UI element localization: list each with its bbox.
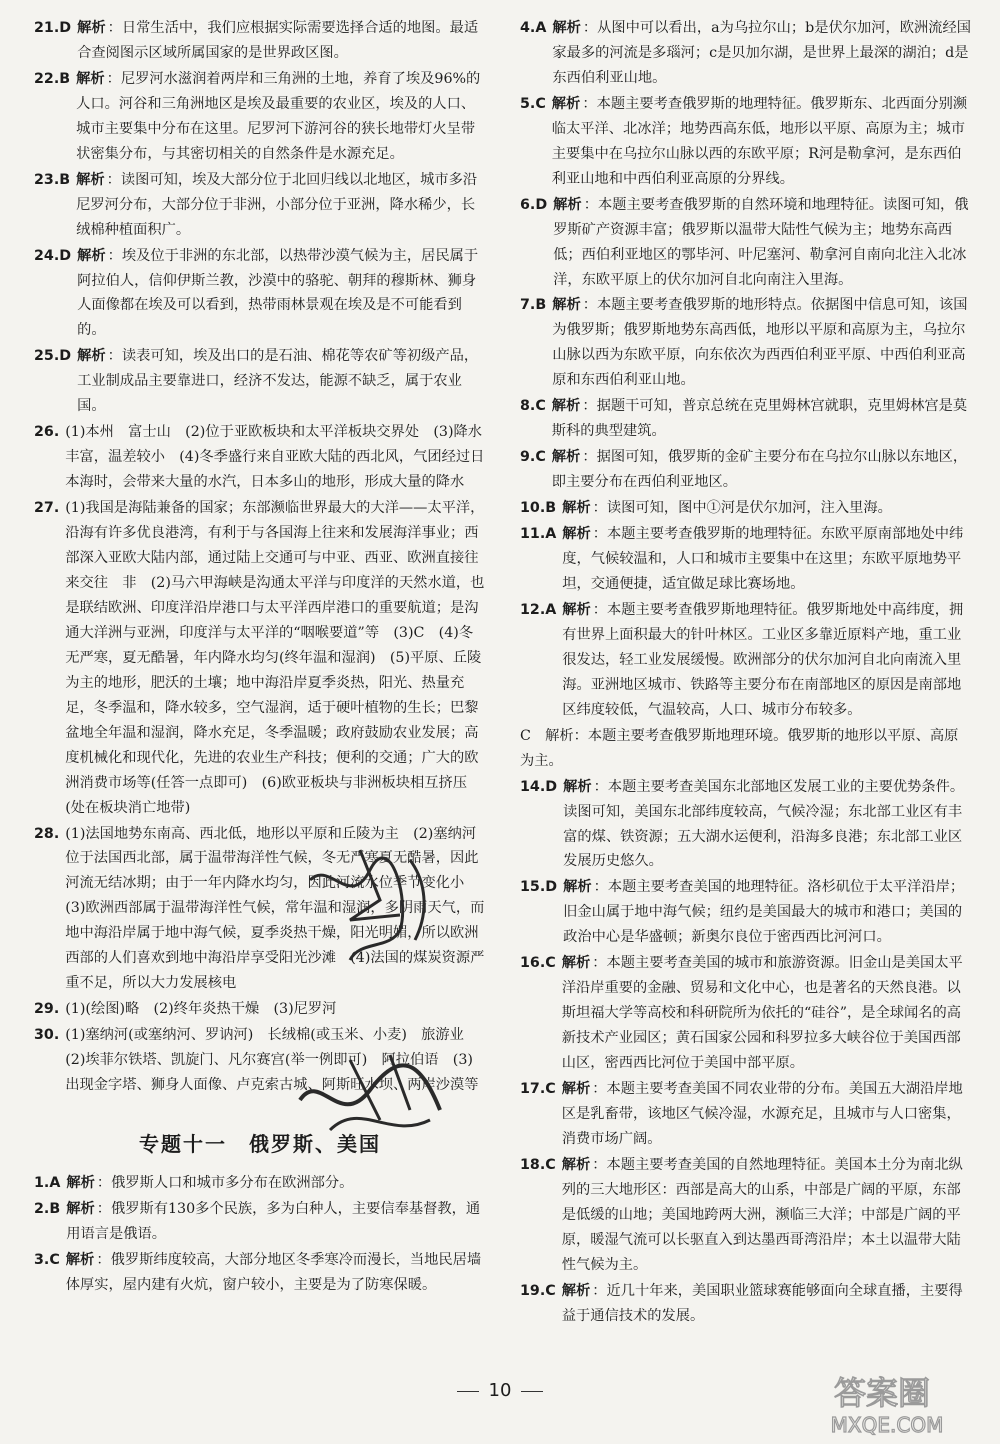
answer-number: 15.D (520, 879, 558, 896)
answer-text: ：本题主要考查俄罗斯的地理特征。俄罗斯东、北西面分别濒临太平洋、北冰洋；地势西高东低，地形以平原、高原为主；城市主要集中在乌拉尔山脉以西的东欧平原；R河是勒拿河，是东西伯利亚山地和中西伯利亚高原的分界线。 (551, 95, 968, 187)
answer-entry (520, 394, 972, 444)
answer-number: 9.C (520, 449, 546, 466)
answer-number: 16.C (520, 955, 556, 972)
answer-text: ：本题主要考查俄罗斯的自然环境和地理特征。读图可知，俄罗斯矿产资源丰富；俄罗斯以温带大陆性气候为主；地势东高西低；西伯利亚地区的鄂毕河、叶尼塞河、勒拿河自南向北注入北冰洋，东欧平原上的伏尔加河自北向南注入里海。 (553, 196, 969, 288)
answer-entry (34, 1248, 486, 1298)
answer-text: ：读图可知，图中①河是伏尔加河，注入里海。 (592, 500, 892, 517)
svg-text:答案圈: 答案圈 (833, 1374, 931, 1412)
answer-number: 7.B (520, 297, 547, 314)
answer-entry (34, 344, 486, 419)
analysis-label: 解析 (562, 500, 591, 517)
analysis-label: 解析 (65, 1251, 95, 1268)
answer-number: 18.C (520, 1156, 556, 1173)
analysis-label: 解析 (77, 247, 106, 264)
answer-number: 14.D (520, 778, 558, 795)
page-number: 10 (488, 1380, 512, 1401)
analysis-label: 解析 (561, 1282, 591, 1299)
answer-entry (34, 420, 486, 495)
answer-number: 26. (34, 424, 60, 441)
answer-text: ：据图可知，俄罗斯的金矿主要分布在乌拉尔山脉以东地区，即主要分布在西伯利亚地区。 (551, 449, 968, 491)
answer-number: 27. (34, 500, 60, 517)
answer-entry (520, 951, 972, 1076)
analysis-label: 解析 (66, 1200, 95, 1217)
answer-text: ：本题主要考查俄罗斯的地理特征。东欧平原南部地处中纬度，气候较温和，人口和城市主要集中在这里；东欧平原地势平坦，交通便捷，适宜做足球比赛场地。 (562, 526, 964, 592)
right-column (520, 16, 972, 1330)
answer-text: ：本题主要考查美国的地理特征。洛杉矶位于太平洋沿岸；旧金山属于地中海气候；纽约是美国最大的城市和港口；美国的政治中心是华盛顿；新奥尔良位于密西西比河河口。 (563, 879, 965, 946)
analysis-label: 解析 (563, 778, 592, 795)
answer-entry (34, 168, 486, 243)
answer-text: ：俄罗斯人口和城市多分布在欧洲部分。 (96, 1174, 354, 1191)
answer-entry (34, 997, 486, 1022)
handwritten-scribble-upper (290, 840, 460, 980)
answer-text: ：尼罗河水滋润着两岸和三角洲的土地，养育了埃及96%的人口。河谷和三角洲地区是埃及最重要的农业区，埃及的人口、城市主要集中分布在这里。尼罗河下游河谷的狭长地带灯火呈带状密集分布，与其密切相关的自然条件是水源充足。 (76, 70, 481, 162)
answer-number: 2.B (34, 1200, 61, 1217)
answer-text: C 解析：本题主要考查俄罗斯地理环境。俄罗斯的地形以平原、高原为主。 (520, 727, 959, 769)
analysis-label: 解析 (76, 171, 105, 188)
section-heading: 专题十一 俄罗斯、美国 (139, 1131, 381, 1156)
analysis-label: 解析 (552, 297, 581, 314)
answer-entry (520, 522, 972, 597)
answer-text: ：近几十年来，美国职业篮球赛能够面向全球直播，主要得益于通信技术的发展。 (561, 1282, 963, 1324)
answer-number: 4.A (520, 20, 547, 36)
answer-entry (520, 1077, 972, 1152)
analysis-label: 解析 (561, 955, 591, 972)
answer-entry (34, 1171, 486, 1196)
analysis-label: 解析 (77, 348, 106, 365)
analysis-label: 解析 (551, 398, 581, 415)
answer-entry (520, 16, 972, 91)
svg-text:MXQE.COM: MXQE.COM (830, 1413, 944, 1437)
answer-number: 19.C (520, 1282, 556, 1299)
answer-entry (34, 67, 486, 167)
answer-entry (520, 445, 972, 495)
watermark-logo (782, 1370, 992, 1440)
analysis-label: 解析 (551, 95, 581, 112)
answer-text: ：从图中可以看出，a为乌拉尔山；b是伏尔加河，欧洲流经国家最多的河流是多瑙河；c是贝加尔湖，是世界上最深的湖泊；d是东西伯利亚山地。 (552, 20, 971, 86)
answer-number: 23.B (34, 171, 71, 188)
analysis-label: 解析 (553, 196, 582, 213)
answer-entry (520, 1153, 972, 1278)
answer-entry (520, 293, 972, 393)
answer-text: ：本题主要考查美国的城市和旅游资源。旧金山是美国太平洋沿岸重要的金融、贸易和文化中心，也是著名的天然良港。以斯坦福大学等高校和科研院所为依托的“硅谷”，是全球闻名的高新技术产业园区；黄石国家公园和科罗拉多大峡谷位于美国西部山区，密西西比河位于美国中部平原。 (561, 955, 963, 1072)
answer-entry (34, 16, 486, 66)
analysis-label: 解析 (66, 1174, 95, 1191)
answer-text: ：本题主要考查美国的自然地理特征。美国本土分为南北纵列的三大地形区：西部是高大的山系，中部是广阔的平原，东部是低缓的山地；美国地跨两大洲，濒临三大洋；中部是广阔的平原，暖湿气流可以长驱直入到达墨西哥湾沿岸；本土以温带大陆性气候为主。 (561, 1156, 963, 1273)
analysis-label: 解析 (76, 70, 105, 87)
analysis-label: 解析 (552, 20, 581, 36)
answer-number: 28. (34, 825, 60, 842)
answer-entry (520, 92, 972, 192)
answer-number: 21.D (34, 20, 72, 36)
answer-text: (1)塞纳河(或塞纳河、罗讷河) 长绒棉(或玉米、小麦) 旅游业 (2)埃菲尔铁塔、凯旋门、凡尔赛宫(举一例即可) 阿拉伯语 (3)出现金字塔、狮身人面像、卢克索古城、阿斯旺水坝、两岸沙漠等 (65, 1027, 479, 1094)
answer-text: (1)法国地势东南高、西北低，地形以平原和丘陵为主 (2)塞纳河位于法国西北部，属于温带海洋性气候，冬无严寒夏无酷暑，因此河流无结冰期；由于一年内降水均匀，因此河流水位季节变化小 (3)欧洲西部属于温带海洋性气候，常年温和湿润，多阴雨天气，而地中海沿岸属于地中海气候，夏季炎热干燥，阳光明媚，所以欧洲西部的人们喜欢到地中海沿岸享受阳光沙滩 (4)法国的煤炭资源严重不足，所以大力发展核电 (65, 825, 485, 992)
answer-text: ：日常生活中，我们应根据实际需要选择合适的地图。最适合查阅图示区域所属国家的是世界政区图。 (77, 20, 479, 61)
handwritten-scribble-lower (290, 1040, 460, 1150)
analysis-label: 解析 (563, 879, 592, 896)
answer-entry (520, 193, 972, 293)
answer-number: 24.D (34, 247, 72, 264)
analysis-label: 解析 (562, 526, 591, 543)
answer-entry (520, 775, 972, 875)
answer-text: ：本题主要考查美国东北部地区发展工业的主要优势条件。读图可知，美国东北部纬度较高，气候冷湿；东北部工业区有丰富的煤、铁资源；五大湖水运便利，沿海多良港；东北部工业区发展历史悠久。 (563, 778, 965, 870)
answer-text: ：本题主要考查俄罗斯的地形特点。依据图中信息可知，该国为俄罗斯；俄罗斯地势东高西低，地形以平原和高原为主，乌拉尔山脉以西为东欧平原，向东依次为西西伯利亚平原、中西伯利亚高原和东西伯利亚山地。 (552, 297, 968, 389)
answer-entry (520, 875, 972, 950)
answer-text: ：本题主要考查美国不同农业带的分布。美国五大湖沿岸地区是乳畜带，该地区气候冷湿，水源充足，且城市与人口密集，消费市场广阔。 (561, 1081, 963, 1147)
answer-text: ：本题主要考查俄罗斯地理特征。俄罗斯地处中高纬度，拥有世界上面积最大的针叶林区。工业区多靠近原料产地，重工业很发达，轻工业发展缓慢。欧洲部分的伏尔加河自北向南流入里海。亚洲地区城市、铁路等主要分布在南部地区的原因是南部地区纬度较低，气温较高，人口、城市分布较多。 (562, 601, 964, 718)
analysis-label: 解析 (561, 1156, 591, 1173)
answer-text: ：俄罗斯纬度较高，大部分地区冬季寒冷而漫长，当地民居墙体厚实，屋内建有火炕，窗户较小，主要是为了防寒保暖。 (65, 1251, 482, 1293)
analysis-label: 解析 (77, 20, 106, 36)
answer-entry (34, 244, 486, 344)
answer-number: 1.A (34, 1174, 61, 1191)
answer-number: 30. (34, 1027, 60, 1044)
answer-number: 3.C (34, 1251, 60, 1268)
answer-entry (34, 496, 486, 820)
answer-number: 17.C (520, 1081, 556, 1098)
answer-number: 6.D (520, 196, 548, 213)
answer-text: ：读图可知，埃及大部分位于北回归线以北地区，城市多沿尼罗河分布，大部分位于非洲，小部分位于亚洲，降水稀少，长绒棉种植面积广。 (76, 171, 478, 238)
answer-text: ：埃及位于非洲的东北部，以热带沙漠气候为主，居民属于阿拉伯人，信仰伊斯兰教，沙漠中的骆驼、朝拜的穆斯林、狮身人面像都在埃及可以看到，热带雨林景观在埃及是不可能看到的。 (77, 247, 479, 339)
answer-text: (1)本州 富士山 (2)位于亚欧板块和太平洋板块交界处 (3)降水丰富，温差较小 (4)冬季盛行来自亚欧大陆的西北风，气团经过日本海时，会带来大量的水汽，日本多山的地形，形成大量的降水 (65, 424, 485, 491)
answer-text: (1)我国是海陆兼备的国家；东部濒临世界最大的大洋——太平洋，沿海有许多优良港湾，有利于与各国海上往来和发展海洋事业；西部深入亚欧大陆内部，通过陆上交通可与中亚、西亚、欧洲直接往来交往 非 (2)马六甲海峡是沟通太平洋与印度洋的天然水道，也是联结欧洲、印度洋沿岸港口与太平洋西岸港口的重要航道；是沟通大洋洲与亚洲，印度洋与太平洋的“咽喉要道”等 (3)C (4)冬无严寒，夏无酷暑，年内降水均匀(终年温和湿润) (5)平原、丘陵为主的地形，肥沃的土壤；地中海沿岸夏季炎热，阳光、热量充足，冬季温和，降水较多，空气湿润，适于硬叶植物的生长；巴黎盆地全年温和湿润，降水充足，冬季温暖；政府鼓励农业发展；高度机械化和现代化，先进的农业生产科技；便利的交通；广大的欧洲消费市场等(任答一点即可) (6)欧亚板块与非洲板块相互挤压(处在板块消亡地带) (65, 500, 485, 816)
answer-text: ：读表可知，埃及出口的是石油、棉花等农矿等初级产品，工业制成品主要靠进口，经济不发达，能源不缺乏，属于农业国。 (77, 348, 479, 415)
answer-number: 25.D (34, 348, 72, 365)
answer-number: 8.C (520, 398, 546, 415)
answer-entry (520, 598, 972, 723)
answer-text: ：据题干可知，普京总统在克里姆林宫就职，克里姆林宫是莫斯科的典型建筑。 (551, 398, 968, 440)
answer-entry (520, 724, 972, 774)
analysis-label: 解析 (562, 601, 591, 618)
answer-text: (1)(绘图)略 (2)终年炎热干燥 (3)尼罗河 (65, 1001, 337, 1018)
answer-number: 11.A (520, 526, 557, 543)
answer-number: 10.B (520, 500, 557, 517)
answer-number: 22.B (34, 70, 71, 87)
analysis-label: 解析 (551, 449, 581, 466)
answer-number: 5.C (520, 95, 546, 112)
analysis-label: 解析 (561, 1081, 591, 1098)
answer-entry (520, 1279, 972, 1329)
answer-number: 29. (34, 1001, 60, 1018)
answer-entry (34, 1197, 486, 1247)
answer-entry (520, 496, 972, 521)
answer-text: ：俄罗斯有130多个民族，多为白种人，主要信奉基督教，通用语言是俄语。 (66, 1200, 481, 1242)
answer-number: 12.A (520, 601, 557, 618)
